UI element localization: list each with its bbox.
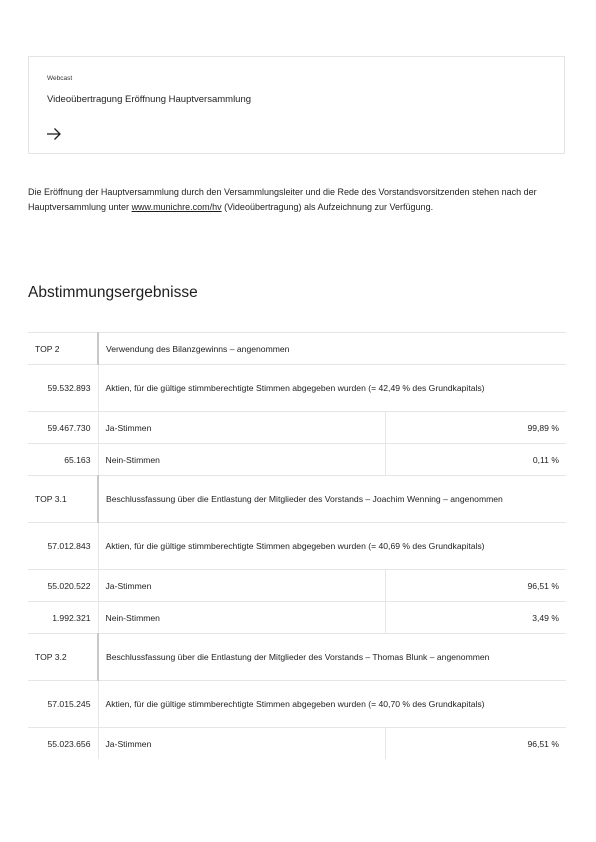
yes-percent: 96,51 % bbox=[385, 570, 566, 602]
top-number: TOP 3.1 bbox=[28, 476, 98, 523]
top-number: TOP 3.2 bbox=[28, 634, 98, 681]
table-row-no bbox=[28, 444, 566, 476]
yes-label: Ja-Stimmen bbox=[98, 412, 385, 444]
webcast-label: Webcast bbox=[47, 75, 73, 82]
yes-label: Ja-Stimmen bbox=[98, 728, 385, 760]
yes-count: 59.467.730 bbox=[28, 412, 98, 444]
shares-count: 59.532.893 bbox=[28, 365, 98, 412]
intro-paragraph bbox=[28, 185, 568, 215]
table-row-top bbox=[28, 476, 566, 523]
top-title: Beschlussfassung über die Entlastung der Mitglieder des Vorstands – Thomas Blunk – angenommen bbox=[98, 634, 566, 681]
yes-percent: 99,89 % bbox=[385, 412, 566, 444]
shares-count: 57.015.245 bbox=[28, 681, 98, 728]
arrow-right-icon[interactable] bbox=[46, 127, 62, 141]
intro-text-after: (Videoübertragung) als Aufzeichnung zur Verfügung. bbox=[221, 202, 434, 212]
no-count: 65.163 bbox=[28, 444, 98, 476]
results-table bbox=[28, 332, 566, 759]
top-number: TOP 2 bbox=[28, 333, 98, 365]
top-title: Verwendung des Bilanzgewinns – angenommen bbox=[98, 333, 566, 365]
shares-text: Aktien, für die gültige stimmberechtigte Stimmen abgegeben wurden (= 42,49 % des Grundkapitals) bbox=[98, 365, 566, 412]
table-row-top bbox=[28, 634, 566, 681]
table-row-shares bbox=[28, 681, 566, 728]
no-count: 1.992.321 bbox=[28, 602, 98, 634]
shares-text: Aktien, für die gültige stimmberechtigte Stimmen abgegeben wurden (= 40,69 % des Grundkapitals) bbox=[98, 523, 566, 570]
hv-link[interactable]: www.munichre.com/hv bbox=[131, 202, 222, 212]
table-row-no bbox=[28, 602, 566, 634]
table-row-top bbox=[28, 333, 566, 365]
webcast-card[interactable] bbox=[28, 56, 565, 154]
section-title: Abstimmungsergebnisse bbox=[28, 284, 198, 301]
table-row-yes bbox=[28, 728, 566, 760]
shares-text: Aktien, für die gültige stimmberechtigte Stimmen abgegeben wurden (= 40,70 % des Grundkapitals) bbox=[98, 681, 566, 728]
no-label: Nein-Stimmen bbox=[98, 444, 385, 476]
no-percent: 3,49 % bbox=[385, 602, 566, 634]
top-title: Beschlussfassung über die Entlastung der Mitglieder des Vorstands – Joachim Wenning – angenommen bbox=[98, 476, 566, 523]
yes-count: 55.020.522 bbox=[28, 570, 98, 602]
no-percent: 0,11 % bbox=[385, 444, 566, 476]
yes-label: Ja-Stimmen bbox=[98, 570, 385, 602]
table-row-shares bbox=[28, 523, 566, 570]
table-row-yes bbox=[28, 570, 566, 602]
intro-text-before: Die Eröffnung der Hauptversammlung durch den Versammlungsleiter und die Rede des Vorstandsvorsitzenden stehen nach der Hauptversammlung unter bbox=[28, 187, 537, 212]
yes-percent: 96,51 % bbox=[385, 728, 566, 760]
yes-count: 55.023.656 bbox=[28, 728, 98, 760]
shares-count: 57.012.843 bbox=[28, 523, 98, 570]
webcast-title[interactable]: Videoübertragung Eröffnung Hauptversammlung bbox=[47, 94, 252, 105]
table-row-yes bbox=[28, 412, 566, 444]
no-label: Nein-Stimmen bbox=[98, 602, 385, 634]
table-row-shares bbox=[28, 365, 566, 412]
